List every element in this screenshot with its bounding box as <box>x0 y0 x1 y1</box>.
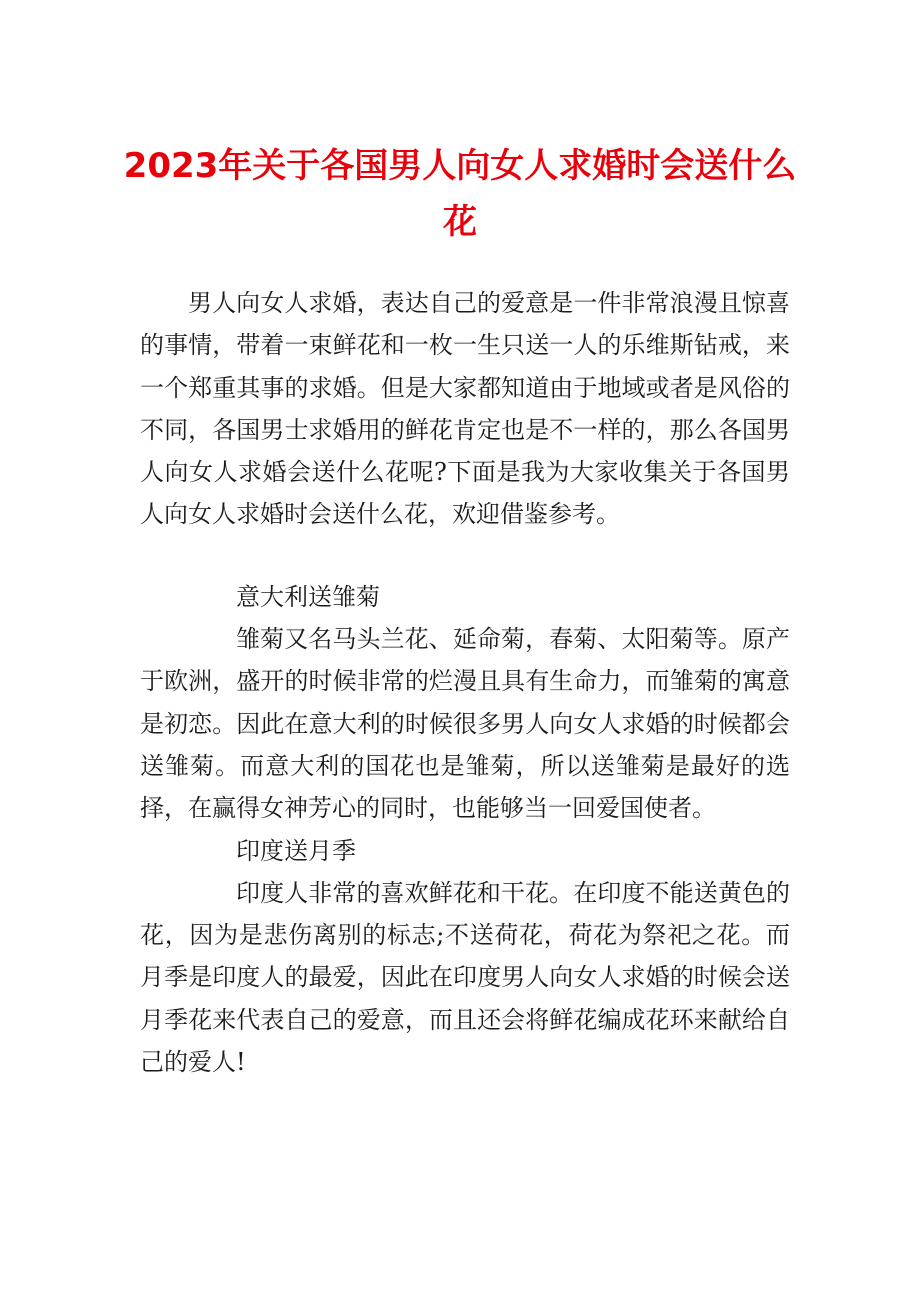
intro-paragraph: 男人向女人求婚，表达自己的爱意是一件非常浪漫且惊喜的事情，带着一束鲜花和一枚一生只送一人的乐维斯钻戒，来一个郑重其事的求婚。但是大家都知道由于地域或者是风俗的不同，各国男士求婚用的鲜花肯定也是不一样的，那么各国男人向女人求婚会送什么花呢?下面是我为大家收集关于各国男人向女人求婚时会送什么花，欢迎借鉴参考。 <box>140 289 790 529</box>
document-body <box>140 282 790 1083</box>
document-title: 2023年关于各国男人向女人求婚时会送什么花 <box>123 146 797 242</box>
section-heading-italy: 意大利送雏菊 <box>236 582 380 611</box>
section-text-italy: 雏菊又名马头兰花、延命菊，春菊、太阳菊等。原产于欧洲，盛开的时候非常的烂漫且具有生命力，而雏菊的寓意是初恋。因此在意大利的时候很多男人向女人求婚的时候都会送雏菊。而意大利的国花也是雏菊，所以送雏菊是最好的选择，在赢得女神芳心的同时，也能够当一回爱国使者。 <box>140 625 790 823</box>
section-text-india: 印度人非常的喜欢鲜花和干花。在印度不能送黄色的花，因为是悲伤离别的标志;不送荷花，荷花为祭祀之花。而月季是印度人的最爱，因此在印度男人向女人求婚的时候会送月季花来代表自己的爱意，而且还会将鲜花编成花环来献给自己的爱人! <box>140 878 790 1077</box>
section-heading-india: 印度送月季 <box>236 836 356 865</box>
